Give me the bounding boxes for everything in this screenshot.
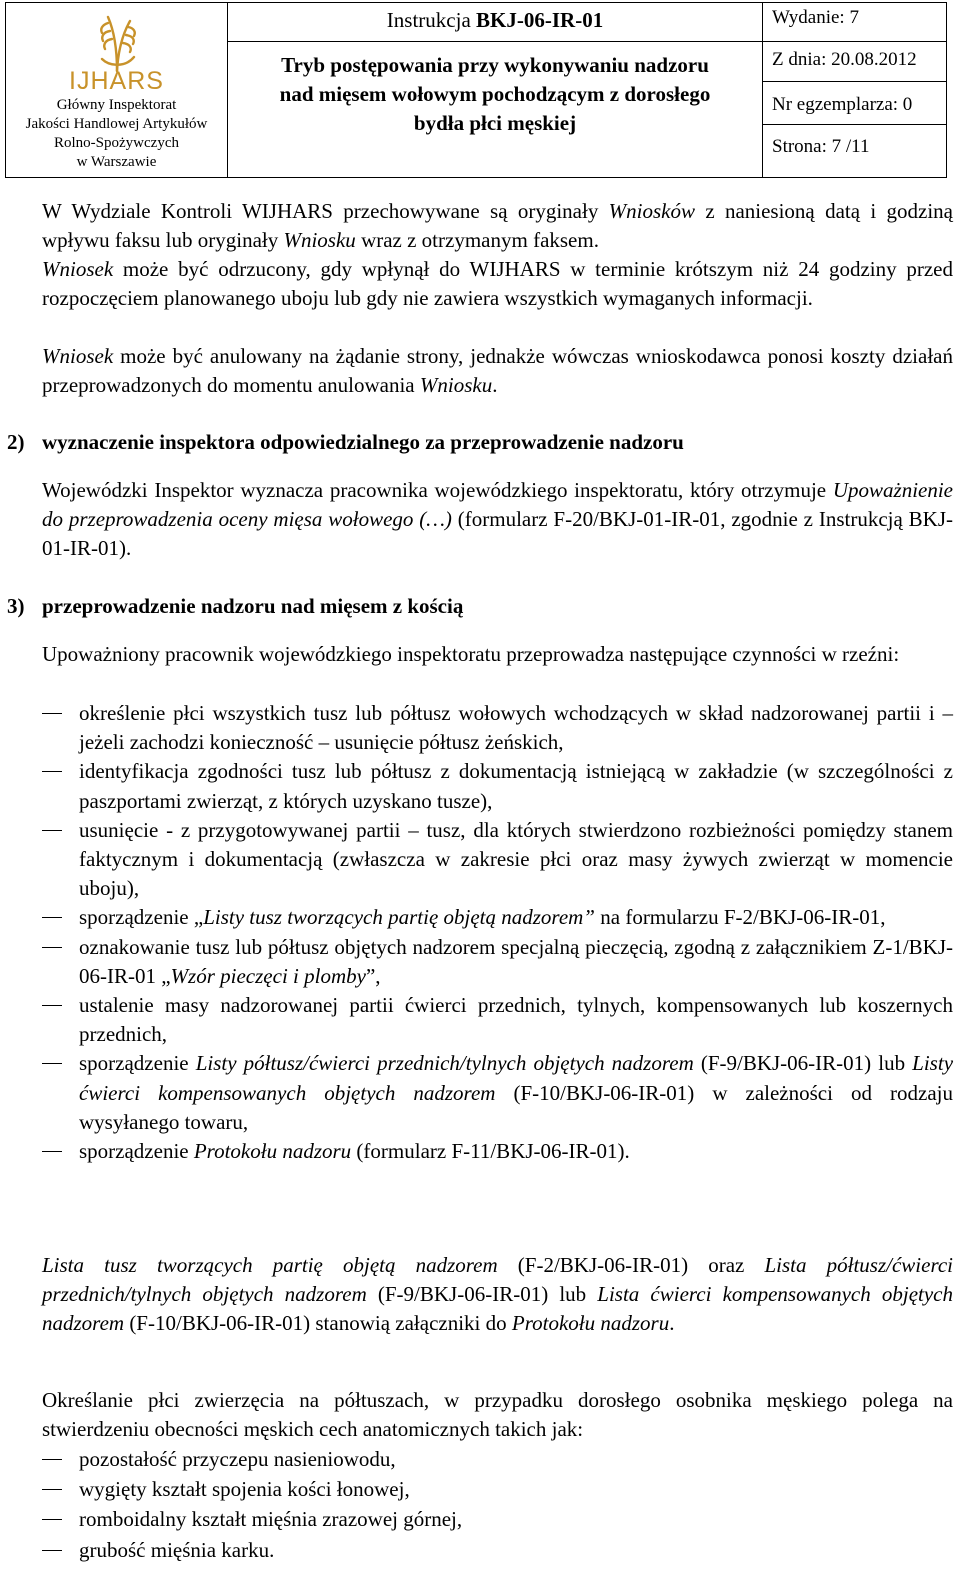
- title-line: nad mięsem wołowym pochodzącym z dorosłego: [279, 82, 711, 106]
- instruction-label: [228, 7, 762, 33]
- logo-wordmark: IJHARS: [69, 67, 164, 95]
- text-run: pozostałość przyczepu nasieniowodu,: [79, 1447, 396, 1471]
- org-line: Główny Inspektorat: [56, 97, 177, 113]
- list-item: [42, 757, 953, 815]
- text-run: wygięty kształt spojenia kości łonowej,: [79, 1477, 410, 1502]
- dash-bullet-icon: [42, 947, 62, 948]
- title-cell: [228, 3, 763, 177]
- text-run: grubość mięśnia karku.: [79, 1537, 275, 1562]
- list-item: [42, 1475, 953, 1504]
- text-run: Wojewódzki Inspektor wyznacza pracownika wojewódzkiego inspektoratu, który otrzymuje: [42, 478, 833, 502]
- text-run: sporządzenie: [79, 1139, 194, 1164]
- italic-text: Lista półtusz/ćwierci przednich/tylnych objętych nadzorem: [42, 1253, 953, 1307]
- section-2-heading: [7, 428, 684, 457]
- instruction-prefix: Instrukcja: [386, 8, 477, 32]
- list-item: [42, 991, 953, 1049]
- instruction-code: BKJ-06-IR-01: [476, 8, 604, 32]
- dash-bullet-icon: [42, 1489, 62, 1490]
- text-run: oznakowanie tusz lub półtusz objętych nadzorem specjalną pieczęcią, zgodną z załącznikiem Z-1/BKJ-06-IR-01 „: [79, 934, 953, 988]
- list-item: [42, 1049, 953, 1137]
- org-line: Rolno-Spożywczych: [54, 135, 179, 151]
- italic-text: Wzór pieczęci i plomby: [170, 963, 366, 988]
- text-run: z naniesioną datą i godziną wpływu faksu lub oryginały: [42, 199, 953, 253]
- text-run: (formularz F-11/BKJ-06-IR-01).: [351, 1139, 630, 1164]
- list-item: [42, 1505, 953, 1534]
- paragraph-attachments: [42, 1251, 953, 1339]
- dash-bullet-icon: [42, 1519, 62, 1520]
- dash-bullet-icon: [42, 1459, 62, 1460]
- title-line: bydła płci męskiej: [413, 111, 577, 135]
- italic-text: Wniosek: [42, 257, 114, 281]
- dash-bullet-icon: [42, 1063, 62, 1064]
- list-item: [42, 903, 953, 932]
- italic-text: Wniosek: [42, 344, 114, 368]
- document-header: [5, 2, 947, 178]
- section-title: wyznaczenie inspektora odpowiedzialnego za przeprowadzenie nadzoru: [42, 430, 684, 454]
- text-run: (F-10/BKJ-06-IR-01) stanowią załączniki do: [124, 1311, 512, 1336]
- italic-text: Wniosków: [608, 199, 695, 223]
- italic-text: Lista ćwierci kompensowanych objętych nadzorem: [42, 1282, 953, 1336]
- text-run: (formularz F-20/BKJ-01-IR-01, zgodnie z Instrukcją BKJ-01-IR-01).: [42, 507, 954, 561]
- italic-text: Protokołu nadzoru: [193, 1139, 352, 1164]
- divider: [763, 124, 946, 125]
- divider: [763, 81, 946, 82]
- text-run: romboidalny kształt mięśnia zrazowej górnej,: [79, 1507, 463, 1532]
- text-run: .: [669, 1311, 675, 1336]
- text-run: na formularzu F-2/BKJ-06-IR-01,: [595, 905, 886, 930]
- text-run: W Wydziale Kontroli WIJHARS przechowywane są oryginały: [42, 199, 609, 223]
- org-line: Jakości Handlowej Artykułów: [25, 116, 208, 132]
- text-run: usunięcie - z przygotowywanej partii – tusz, dla których stwierdzono rozbieżności pomiędzy stanem faktycznym i dokumentacją (zwłaszcza w zakresie płci oraz masy żywych zwierząt w momencie uboju),: [79, 817, 953, 901]
- text-run: identyfikacja zgodności tusz lub półtusz z dokumentacją istniejącą w zakładzie (w szczególności z paszportami zwierząt, z których uzyskano tusze),: [79, 759, 953, 813]
- italic-text: Wniosku: [283, 228, 356, 253]
- section-number: 2): [7, 430, 25, 454]
- wheat-logo-icon: [82, 11, 152, 73]
- text-run: ”,: [365, 963, 381, 988]
- dash-bullet-icon: [42, 771, 62, 772]
- section-3-intro: [42, 640, 953, 669]
- paragraph-rejection: [42, 255, 953, 313]
- text-run: może być odrzucony, gdy wpłynął do WIJHARS w terminie krótszym niż 24 godziny przed rozpoczęciem planowanego uboju lub gdy nie zawiera wszystkich wymaganych informacji.: [42, 257, 953, 311]
- section-title: przeprowadzenie nadzoru nad mięsem z kością: [42, 594, 464, 618]
- text-run: (F-10/BKJ-06-IR-01) w zależności od rodzaju wysyłanego towaru,: [79, 1080, 953, 1134]
- date-label: Z dnia: 20.08.2012: [772, 49, 917, 70]
- title-line: Tryb postępowania przy wykonywaniu nadzoru: [281, 53, 709, 77]
- text-run: (F-9/BKJ-06-IR-01) lub: [366, 1282, 598, 1307]
- list-item: [42, 1137, 953, 1166]
- text-run: sporządzenie „: [79, 905, 204, 930]
- text-run: Określanie płci zwierzęcia na półtuszach, w przypadku dorosłego osobnika męskiego polega na stwierdzeniu obecności męskich cech anatomicznych takich jak:: [42, 1388, 953, 1442]
- text-run: ustalenie masy nadzorowanej partii ćwierci przednich, tylnych, kompensowanych lub koszernych przednich,: [79, 993, 953, 1047]
- list-item: [42, 933, 953, 991]
- document-title: [228, 51, 762, 138]
- activities-list: [42, 699, 953, 1166]
- section-number: 3): [7, 594, 25, 618]
- edition-label: Wydanie: 7: [772, 7, 859, 28]
- divider: [763, 41, 946, 42]
- text-run: (F-9/BKJ-06-IR-01) lub: [693, 1051, 913, 1076]
- italic-text: Listy tusz tworzących partię objętą nadzorem”: [203, 905, 595, 930]
- divider: [228, 41, 762, 42]
- dash-bullet-icon: [42, 917, 62, 918]
- logo-cell: [6, 3, 228, 177]
- section-3-heading: [7, 592, 463, 621]
- anatomical-features-list: [42, 1445, 953, 1566]
- dash-bullet-icon: [42, 1550, 62, 1551]
- section-2-body: [42, 476, 953, 564]
- list-item: [42, 1445, 953, 1474]
- list-item: [42, 1536, 953, 1565]
- italic-text: Wniosku: [419, 373, 493, 398]
- text-run: może być anulowany na żądanie strony, jednakże wówczas wnioskodawca ponosi koszty działań przeprowadzonych do momentu anulowania: [42, 344, 953, 398]
- paragraph-cancellation: [42, 342, 953, 400]
- copy-number-label: Nr egzemplarza: 0: [772, 94, 913, 115]
- text-run: Upoważniony pracownik wojewódzkiego inspektoratu przeprowadza następujące czynności w rzeźni:: [42, 642, 900, 666]
- italic-text: Protokołu nadzoru: [511, 1311, 670, 1336]
- dash-bullet-icon: [42, 713, 62, 714]
- paragraph-sex-determination: [42, 1386, 953, 1444]
- meta-cell: [763, 3, 946, 177]
- text-run: .: [492, 373, 498, 398]
- page-number-label: Strona: 7 /11: [772, 136, 870, 157]
- italic-text: Listy ćwierci kompensowanych objętych nadzorem: [79, 1051, 954, 1105]
- text-run: określenie płci wszystkich tusz lub półtusz wołowych wchodzących w skład nadzorowanej partii i – jeżeli zachodzi konieczność – usunięcie półtusz żeńskich,: [79, 701, 953, 755]
- dash-bullet-icon: [42, 1151, 62, 1152]
- paragraph-originals: [42, 197, 953, 255]
- list-item: [42, 699, 953, 757]
- dash-bullet-icon: [42, 830, 62, 831]
- dash-bullet-icon: [42, 1005, 62, 1006]
- list-item: [42, 816, 953, 904]
- text-run: (F-2/BKJ-06-IR-01) oraz: [497, 1253, 765, 1277]
- italic-text: Lista tusz tworzących partię objętą nadzorem: [42, 1253, 498, 1277]
- italic-text: Upoważnienie do przeprowadzenia oceny mięsa wołowego (…): [42, 478, 953, 532]
- org-line: w Warszawie: [76, 154, 157, 170]
- italic-text: Listy półtusz/ćwierci przednich/tylnych objętych nadzorem: [195, 1051, 694, 1076]
- text-run: sporządzenie: [79, 1051, 196, 1076]
- text-run: wraz z otrzymanym faksem.: [355, 228, 599, 253]
